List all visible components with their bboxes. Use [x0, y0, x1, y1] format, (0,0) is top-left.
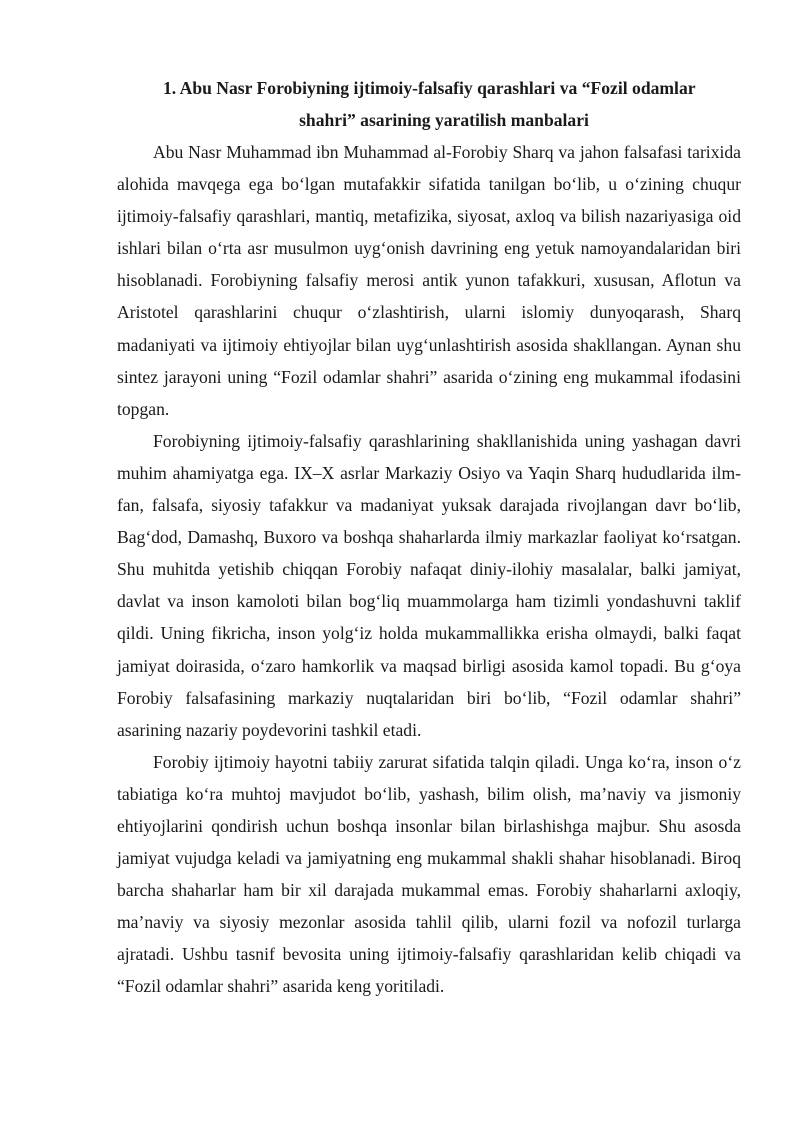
document-page — [117, 72, 741, 1003]
body-paragraph-1: Abu Nasr Muhammad ibn Muhammad al-Forobiy Sharq va jahon falsafasi tarixida alohida mavqega ega bo‘lgan mutafakkir sifatida tanilgan bo‘lib, u o‘zining chuqur ijtimoiy-falsafiy qarashlari, mantiq, metafizika, siyosat, axloq va bilish nazariyasiga oid ishlari bilan o‘rta asr musulmon uyg‘onish davrining eng yetuk namoyandalaridan biri hisoblanadi. Forobiyning falsafiy merosi antik yunon tafakkuri, xususan, Aflotun va Aristotel qarashlarini chuqur o‘zlashtirish, ularni islomiy dunyoqarash, Sharq madaniyati va ijtimoiy ehtiyojlar bilan uyg‘unlashtirish asosida shakllangan. Aynan shu sintez jarayoni uning “Fozil odamlar shahri” asarida o‘zining eng mukammal ifodasini topgan. — [117, 142, 741, 419]
section-heading — [117, 72, 741, 136]
section-heading-line-1: 1. Abu Nasr Forobiyning ijtimoiy-falsafiy qarashlari va “Fozil odamlar — [163, 78, 696, 98]
body-paragraph-2: Forobiyning ijtimoiy-falsafiy qarashlarining shakllanishida uning yashagan davri muhim ahamiyatga ega. IX–X asrlar Markaziy Osiyo va Yaqin Sharq hududlarida ilm-fan, falsafa, siyosiy tafakkur va madaniyat yuksak darajada rivojlangan davr bo‘lib, Bag‘dod, Damashq, Buxoro va boshqa shaharlarda ilmiy markazlar faoliyat ko‘rsatgan. Shu muhitda yetishib chiqqan Forobiy nafaqat diniy-ilohiy masalalar, balki jamiyat, davlat va inson kamoloti bilan bog‘liq muammolarga ham tizimli yondashuvni taklif qildi. Uning fikricha, inson yolg‘iz holda mukammallikka erisha olmaydi, balki faqat jamiyat doirasida, o‘zaro hamkorlik va maqsad birligi asosida kamol topadi. Bu g‘oya Forobiy falsafasining markaziy nuqtalaridan biri bo‘lib, “Fozil odamlar shahri” asarining nazariy poydevorini tashkil etadi. — [117, 430, 741, 740]
section-heading-line-2: shahri” asarining yaratilish manbalari — [299, 110, 589, 130]
body-paragraph-3: Forobiy ijtimoiy hayotni tabiiy zarurat sifatida talqin qiladi. Unga ko‘ra, inson o‘z tabiatiga ko‘ra muhtoj mavjudot bo‘lib, yashash, bilim olish, ma’naviy va jismoniy ehtiyojlarini qondirish uchun boshqa insonlar bilan birlashishga majbur. Shu asosda jamiyat vujudga keladi va jamiyatning eng mukammal shakli shahar hisoblanadi. Biroq barcha shaharlar ham bir xil darajada mukammal emas. Forobiy shaharlarni axloqiy, ma’naviy va siyosiy mezonlar asosida tahlil qilib, ularni fozil va nofozil turlarga ajratadi. Ushbu tasnif bevosita uning ijtimoiy-falsafiy qarashlaridan kelib chiqadi va “Fozil odamlar shahri” asarida keng yoritiladi. — [117, 751, 741, 997]
